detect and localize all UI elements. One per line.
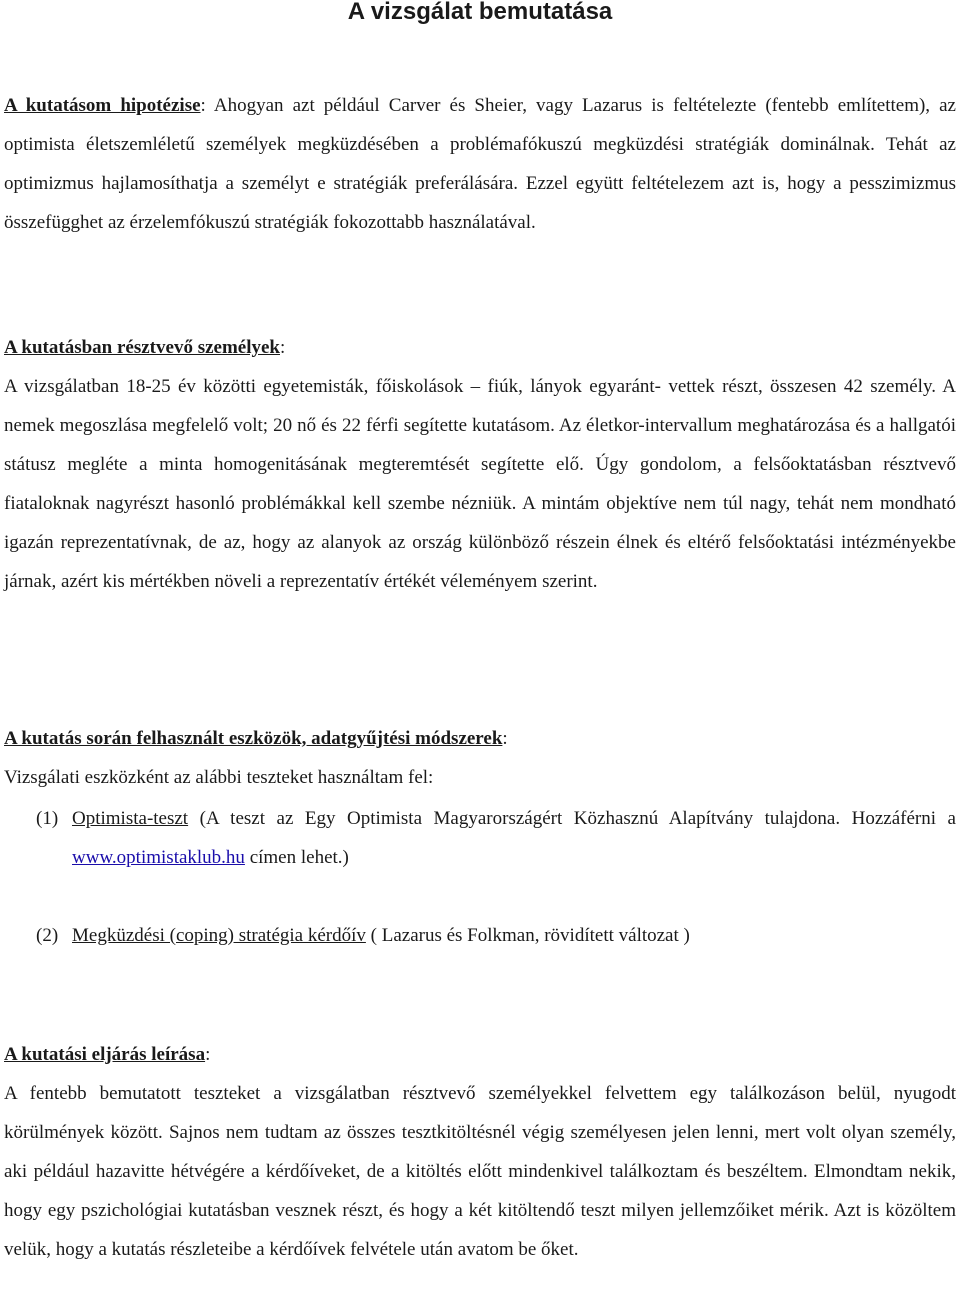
tools-section [4,719,956,797]
procedure-section [4,1035,956,1269]
tool-text-after-link: címen lehet.) [244,847,349,868]
tool-text: ( Lazarus és Folkman, rövidített változat ) [365,925,690,946]
hypothesis-colon: : [200,95,206,116]
participants-section [4,328,956,601]
tools-colon: : [502,728,508,749]
tool-text-before-link: (A teszt az Egy Optimista Magyarországért Közhasznú Alapítvány tulajdona. Hozzáférni a [188,808,956,829]
tools-heading: A kutatás során felhasznált eszközök, adatgyűjtési módszerek [4,728,503,749]
tool-number: (1) [36,808,59,829]
tool-name: Megküzdési (coping) stratégia kérdőív [72,925,366,946]
tools-intro-text: Vizsgálati eszközként az alábbi teszteket használtam fel: [4,767,434,788]
page-title: A vizsgálat bemutatása [347,0,613,25]
participants-colon: : [280,337,286,358]
optimistaklub-link[interactable]: www.optimistaklub.hu [72,847,245,868]
hypothesis-heading: A kutatásom hipotézise [4,95,201,116]
tool-description [72,916,956,955]
tool-description [72,799,956,877]
participants-heading: A kutatásban résztvevő személyek [4,337,280,358]
procedure-heading: A kutatási eljárás leírása [4,1044,206,1065]
participants-text: A vizsgálatban 18-25 év közötti egyetemisták, főiskolások – fiúk, lányok egyaránt- vettek részt, összesen 42 személy. A nemek megoszlása megfelelő volt; 20 nő és 22 férfi segítette kutatásom. Az életkor-intervallum meghatározása és a hallgatói státusz megléte a minta homogenitásának megteremtését segítette elő. Úgy gondolom, a felsőoktatásban résztvevő fiataloknak nagyrészt hasonló problémákkal kell szembe nézniük. A mintám objektíve nem túl nagy, tehát nem mondható igazán reprezentatívnak, de az, hogy az alanyok az ország különböző részein élnek és eltérő felsőoktatási intézményekbe járnak, azért kis mértékben növeli a reprezentatív értékét véleményem szerint. [4,376,956,592]
hypothesis-text: Ahogyan azt például Carver és Sheier, vagy Lazarus is feltételezte (fentebb említettem), az optimista életszemléletű személyek megküzdésében a problémafókuszú megküzdési stratégiák dominálnak. Tehát az optimizmus hajlamosíthatja a személyt e stratégiák preferálására. Ezzel együtt feltételezem azt is, hogy a pesszimizmus összefügghet az érzelemfókuszú stratégiák fokozottabb használatával. [4,95,956,233]
procedure-text: A fentebb bemutatott teszteket a vizsgálatban résztvevő személyekkel felvettem egy találkozáson belül, nyugodt körülmények között. Sajnos nem tudtam az összes tesztkitöltésnél végig személyesen jelen lenni, mert volt olyan személy, aki például hazavitte hétvégére a kérdőíveket, de a kitöltés előtt mindenkivel találkoztam és beszéltem. Elmondtam nekik, hogy egy pszichológiai kutatásban vesznek részt, és hogy a két kitöltendő teszt milyen jellemzőiket mérik. Azt is közöltem velük, hogy a kutatás részleteibe a kérdőívek felvétele után avatom be őket. [4,1083,956,1260]
procedure-colon: : [205,1044,211,1065]
tool-number: (2) [36,925,59,946]
tool-name: Optimista-teszt [72,808,189,829]
hypothesis-section [4,86,956,242]
